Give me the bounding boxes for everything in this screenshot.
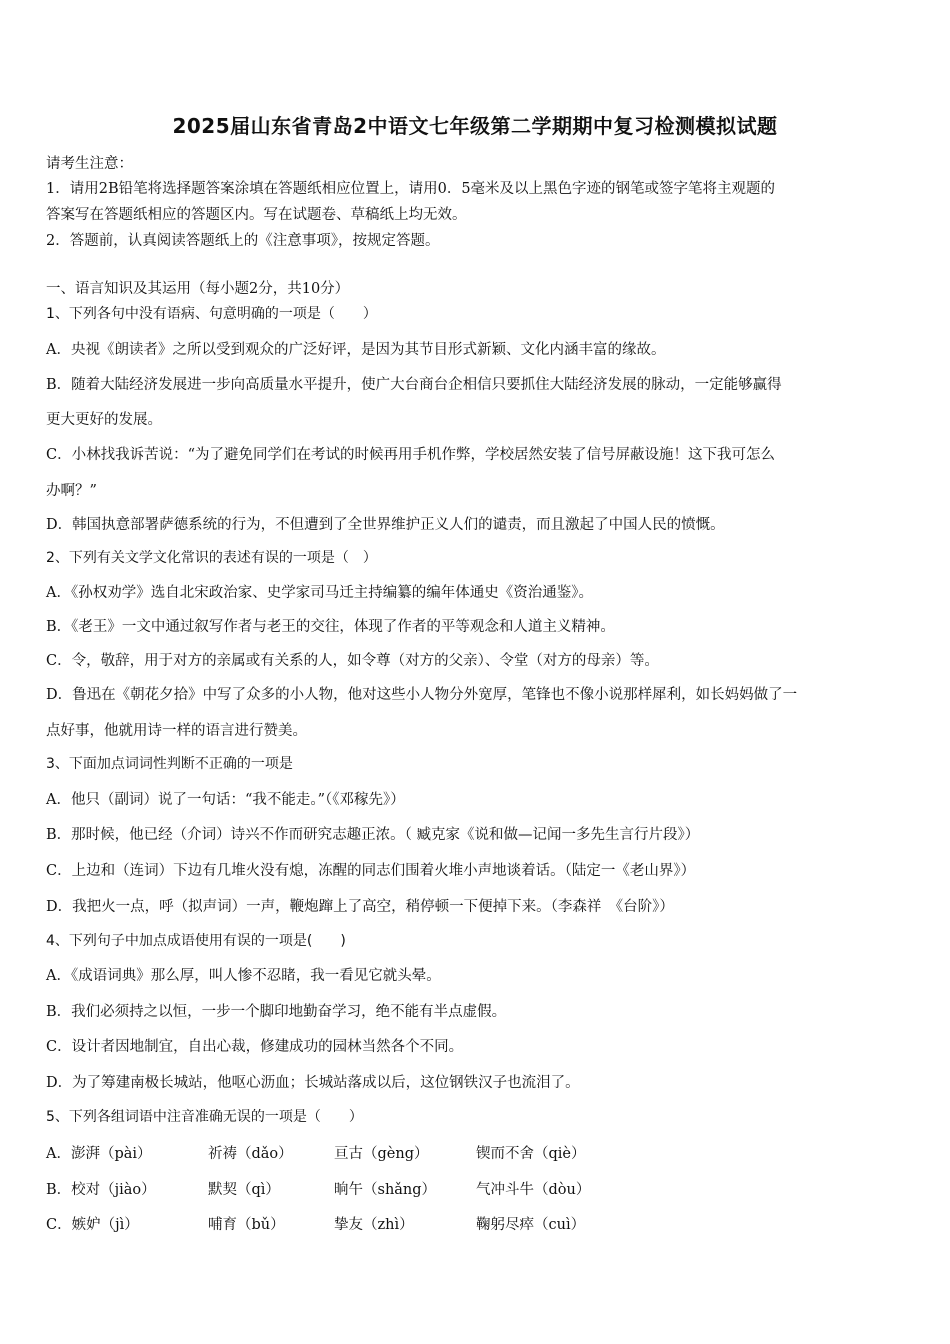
question-3-option-b: B．那时候，他已经（介词）诗兴不作而研究志趣正浓。（ 臧克家《说和做—记闻一多先生言行片段》） [46, 827, 700, 843]
question-3-option-d: D．我把火一点，呼（拟声词）一声，鞭炮蹿上了高空，稍停顿一下便掉下来。（李森祥 《台阶》） [46, 899, 674, 915]
notice-item-1: 1．请用2B铅笔将选择题答案涂填在答题纸相应位置上，请用0．5毫米及以上黑色字迹的钢笔或签字笔将主观题的 [46, 181, 776, 197]
notice-item-1-cont: 答案写在答题纸相应的答题区内。写在试题卷、草稿纸上均无效。 [46, 207, 467, 223]
option-b-word-4: 气冲斗牛（dòu） [476, 1182, 591, 1198]
question-2-option-a: A．《孙权劝学》选自北宋政治家、史学家司马迁主持编纂的编年体通史《资治通鉴》。 [46, 585, 593, 601]
option-c-word-3: 挚友（zhì） [334, 1217, 414, 1233]
question-4-option-d: D．为了筹建南极长城站，他呕心沥血；长城站落成以后，这位钢铁汉子也流泪了。 [46, 1075, 580, 1091]
question-2-option-c: C．令，敬辞，用于对方的亲属或有关系的人，如令尊（对方的父亲）、令堂（对方的母亲）等。 [46, 653, 659, 669]
section-heading: 一、语言知识及其运用（每小题2分，共10分） [46, 281, 350, 297]
option-b-word-1: B．校对（jiào） [46, 1182, 156, 1198]
question-1-option-c-cont: 办啊？” [46, 483, 97, 499]
option-c-word-2: 哺育（bǔ） [208, 1217, 285, 1233]
question-1-option-b-cont: 更大更好的发展。 [46, 412, 162, 428]
page-title: 2025届山东省青岛2中语文七年级第二学期期中复习检测模拟试题 [172, 114, 778, 138]
option-c-word-1: C．嫉妒（jì） [46, 1217, 139, 1233]
option-a-word-2: 祈祷（dǎo） [208, 1146, 293, 1162]
option-a-word-4: 锲而不舍（qiè） [476, 1146, 586, 1162]
question-2-stem: 2、下列有关文学文化常识的表述有误的一项是（ ） [46, 550, 377, 566]
question-1-option-d: D．韩国执意部署萨德系统的行为，不但遭到了全世界维护正义人们的谴责，而且激起了中国人民的愤慨。 [46, 517, 725, 533]
option-a-word-1: A．澎湃（pài） [46, 1146, 152, 1162]
question-3-stem: 3、下面加点词词性判断不正确的一项是 [46, 756, 293, 772]
option-b-word-2: 默契（qì） [208, 1182, 280, 1198]
question-2-option-b: B．《老王》一文中通过叙写作者与老王的交往，体现了作者的平等观念和人道主义精神。 [46, 619, 615, 635]
question-1-option-a: A．央视《朗读者》之所以受到观众的广泛好评，是因为其节目形式新颖、文化内涵丰富的缘故。 [46, 342, 666, 358]
question-4-stem: 4、下列句子中加点成语使用有误的一项是( ) [46, 933, 346, 949]
option-a-word-3: 亘古（gèng） [334, 1146, 429, 1162]
question-4-option-b: B．我们必须持之以恒，一步一个脚印地勤奋学习，绝不能有半点虚假。 [46, 1004, 507, 1020]
question-1-option-b: B．随着大陆经济发展进一步向高质量水平提升，使广大台商台企相信只要抓住大陆经济发展的脉动，一定能够赢得 [46, 377, 782, 393]
question-1-option-c: C．小林找我诉苦说：“为了避免同学们在考试的时候再用手机作弊，学校居然安装了信号屏蔽设施！这下我可怎么 [46, 447, 776, 463]
question-4-option-c: C．设计者因地制宜，自出心裁，修建成功的园林当然各个不同。 [46, 1039, 464, 1055]
option-b-word-3: 晌午（shǎng） [334, 1182, 437, 1198]
question-1-stem: 1、下列各句中没有语病、句意明确的一项是（ ） [46, 306, 377, 322]
question-2-option-d-cont: 点好事，他就用诗一样的语言进行赞美。 [46, 723, 307, 739]
question-3-option-c: C．上边和（连词）下边有几堆火没有熄，冻醒的同志们围着火堆小声地谈着话。（陆定一《老山界》） [46, 863, 696, 879]
question-2-option-d: D．鲁迅在《朝花夕拾》中写了众多的小人物，他对这些小人物分外宽厚，笔锋也不像小说那样犀利，如长妈妈做了一 [46, 687, 798, 703]
question-3-option-a: A．他只（副词）说了一句话：“我不能走。”（《邓稼先》） [46, 792, 405, 808]
notice-heading: 请考生注意： [46, 156, 133, 172]
notice-item-2: 2．答题前，认真阅读答题纸上的《注意事项》，按规定答题。 [46, 233, 440, 249]
option-c-word-4: 鞠躬尽瘁（cuì） [476, 1217, 586, 1233]
question-4-option-a: A．《成语词典》那么厚，叫人惨不忍睹，我一看见它就头晕。 [46, 968, 441, 984]
question-5-stem: 5、下列各组词语中注音准确无误的一项是（ ） [46, 1109, 363, 1125]
